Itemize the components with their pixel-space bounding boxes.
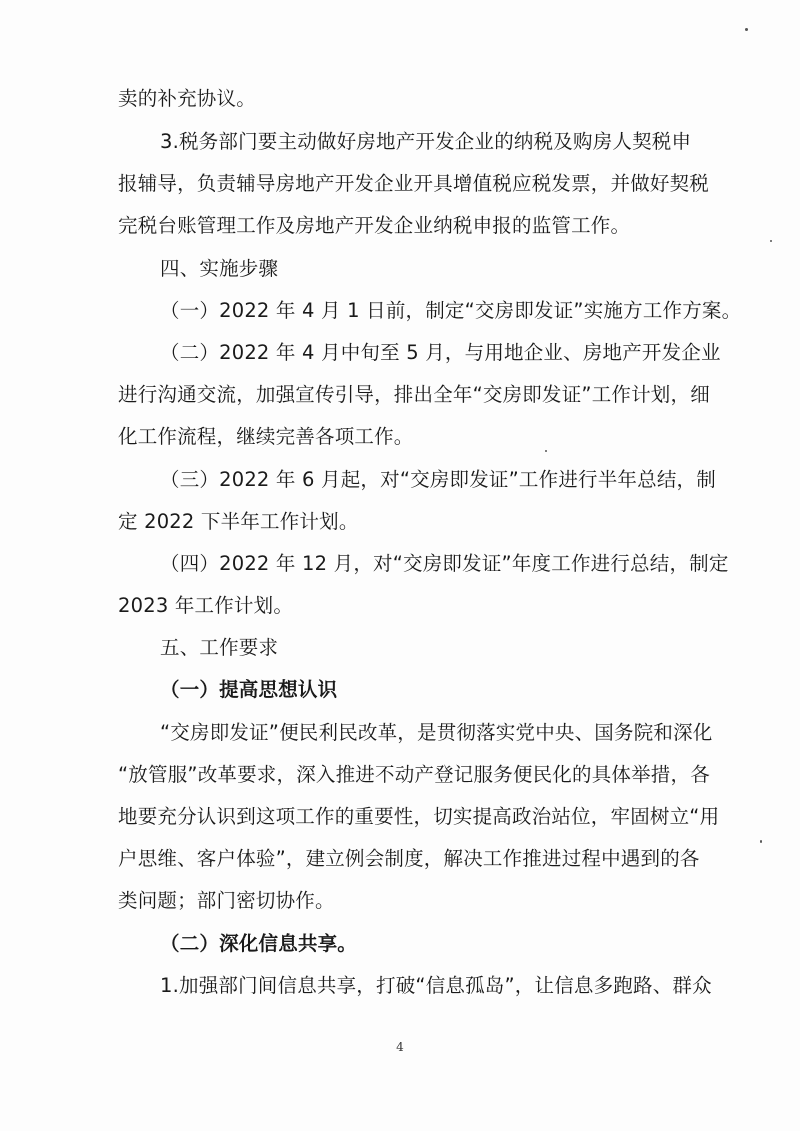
- text-line: 完税台账管理工作及房地产开发企业纳税申报的监管工作。: [118, 214, 631, 237]
- scan-speck: [760, 840, 762, 843]
- text-line: （一）2022 年 4 月 1 日前，制定“交房即发证”实施方工作方案。: [160, 299, 742, 322]
- section-heading: 四、实施步骤: [160, 257, 279, 280]
- subsection-heading: （一）提高思想认识: [160, 678, 338, 701]
- text-line: （二）2022 年 4 月中旬至 5 月，与用地企业、房地产开发企业: [160, 341, 721, 364]
- text-line: 定 2022 下半年工作计划。: [118, 510, 359, 533]
- text-line: “放管服”改革要求，深入推进不动产登记服务便民化的具体举措，各: [118, 763, 710, 786]
- text-line: 类问题；部门密切协作。: [118, 889, 335, 912]
- text-line: （三）2022 年 6 月起，对“交房即发证”工作进行半年总结，制: [160, 468, 716, 491]
- page-number: 4: [396, 1040, 404, 1054]
- text-line: （四）2022 年 12 月，对“交房即发证”年度工作进行总结，制定: [160, 552, 729, 575]
- scan-speck: [745, 28, 748, 31]
- subsection-heading: （二）深化信息共享。: [160, 932, 358, 955]
- text-line: 2023 年工作计划。: [118, 594, 294, 617]
- text-line: “交房即发证”便民利民改革，是贯彻落实党中央、国务院和深化: [160, 721, 713, 744]
- text-line: 卖的补充协议。: [118, 87, 256, 110]
- scan-speck: [770, 240, 772, 242]
- text-line: 1.加强部门间信息共享，打破“信息孤岛”，让信息多跑路、群众: [160, 974, 712, 997]
- text-line: 户思维、客户体验”，建立例会制度，解决工作推进过程中遇到的各: [118, 847, 700, 870]
- section-heading: 五、工作要求: [160, 636, 279, 659]
- scan-speck: [545, 450, 547, 452]
- text-line: 进行沟通交流，加强宣传引导，排出全年“交房即发证”工作计划，细: [118, 383, 710, 406]
- text-line: 化工作流程，继续完善各项工作。: [118, 425, 414, 448]
- text-line: 地要充分认识到这项工作的重要性，切实提高政治站位，牢固树立“用: [118, 805, 720, 828]
- text-line: 报辅导，负责辅导房地产开发企业开具增值税应税发票，并做好契税: [118, 172, 710, 195]
- text-line: 3.税务部门要主动做好房地产开发企业的纳税及购房人契税申: [160, 130, 692, 153]
